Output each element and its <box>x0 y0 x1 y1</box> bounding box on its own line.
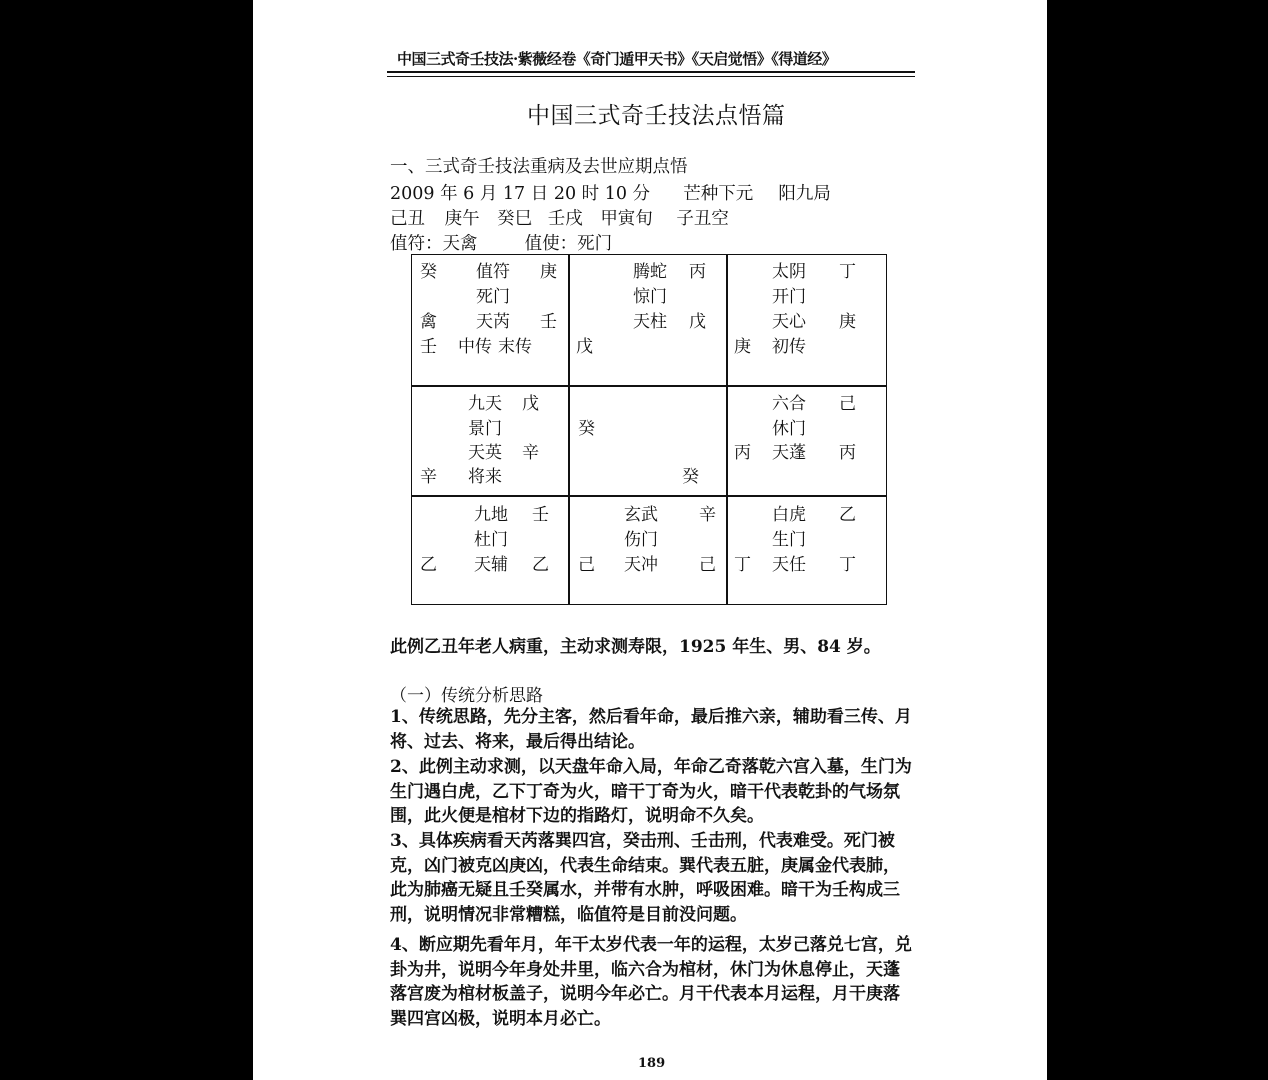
grid-cell-text: 将来 <box>468 467 502 487</box>
grid-cell-text: 天英 <box>468 443 502 463</box>
grid-cell-text: 白虎 <box>772 505 806 525</box>
grid-cell-text: 休门 <box>772 419 806 439</box>
grid-cell-text: 天蓬 <box>772 443 806 463</box>
header-rule <box>387 71 915 77</box>
grid-cell-text: 伤门 <box>624 530 658 550</box>
solar-term: 芒种下元 <box>683 184 754 204</box>
grid-cell-text: 腾蛇 <box>633 262 667 282</box>
pillar: 癸巳 <box>497 209 533 229</box>
grid-cell-text: 庚 <box>734 337 751 357</box>
section-heading: 一、三式奇壬技法重病及去世应期点悟 <box>390 157 688 177</box>
grid-divider <box>412 495 886 497</box>
grid-cell-text: 天辅 <box>474 555 508 575</box>
body-paragraph: 3、具体疾病看天芮落巽四宫，癸击刑、壬击刑，代表难受。死门被克，凶门被克凶庚凶，代表生命结束。巽代表五脏，庚属金代表肺，此为肺癌无疑且壬癸属水，并带有水肿，呼吸困难。暗干为壬构成三刑，说明情况非常糟糕，临值符是目前没问题。 <box>390 831 900 926</box>
grid-cell-text: 天心 <box>772 312 806 332</box>
grid-cell-text: 中传 <box>458 337 492 357</box>
grid-cell-text: 死门 <box>476 287 510 307</box>
grid-divider <box>412 385 886 387</box>
page-title: 中国三式奇壬技法点悟篇 <box>527 103 786 129</box>
grid-cell-text: 庚 <box>839 312 856 332</box>
grid-cell-text: 辛 <box>420 467 437 487</box>
grid-cell-text: 丙 <box>734 443 751 463</box>
zhifu-text: 值符：天禽 <box>390 234 478 254</box>
ju-label: 阳九局 <box>778 184 831 204</box>
grid-cell-text: 戊 <box>576 337 593 357</box>
grid-cell-text: 天冲 <box>624 555 658 575</box>
body-paragraph: 4、断应期先看年月，年干太岁代表一年的运程，太岁己落兑七宫，兑卦为井，说明今年身处井里，临六合为棺材，休门为休息停止，天蓬落宫废为棺材板盖子，说明今年必亡。月干代表本月运程，月干庚落巽四宫凶极，说明本月必亡。 <box>390 935 912 1030</box>
pillar: 庚午 <box>444 209 480 229</box>
grid-cell-text: 壬 <box>532 505 549 525</box>
body-paragraph: 1、传统思路，先分主客，然后看年命，最后推六亲，辅助看三传、月将、过去、将来，最后得出结论。 <box>390 707 912 752</box>
grid-divider <box>726 255 728 604</box>
grid-cell-text: 天柱 <box>633 312 667 332</box>
grid-cell-text: 癸 <box>578 419 595 439</box>
zhishi-text: 值使：死门 <box>524 234 613 254</box>
grid-cell-text: 戊 <box>522 394 539 414</box>
grid-cell-text: 初传 <box>772 337 806 357</box>
page-number: 189 <box>638 1056 666 1071</box>
pillar: 子丑空 <box>676 209 729 229</box>
grid-cell-text: 玄武 <box>624 505 658 525</box>
case-description: 此例乙丑年老人病重，主动求测寿限，1925 年生、男、84 岁。 <box>390 637 881 657</box>
running-header: 中国三式奇壬技法·紫薇经卷《奇门遁甲天书》《天启觉悟》《得道经》 <box>397 50 837 68</box>
grid-cell-text: 值符 <box>476 262 510 282</box>
info-line-pillars <box>390 205 729 230</box>
grid-cell-text: 辛 <box>699 505 716 525</box>
grid-cell-text: 末传 <box>498 337 532 357</box>
body-paragraph: 2、此例主动求测，以天盘年命入局，年命乙奇落乾六宫入墓，生门为生门遇白虎，乙下丁奇为火，暗干丁奇为火，暗干代表乾卦的气场氛围，此火便是棺材下边的指路灯，说明命不久矣。 <box>390 757 912 827</box>
document-page <box>253 0 1047 1080</box>
grid-cell-text: 景门 <box>468 419 502 439</box>
pillar: 壬戌 <box>547 209 583 229</box>
grid-divider <box>568 255 570 604</box>
grid-cell-text: 天芮 <box>476 312 510 332</box>
grid-cell-text: 乙 <box>839 505 856 525</box>
grid-cell-text: 天任 <box>772 555 806 575</box>
grid-cell-text: 九天 <box>468 394 502 414</box>
grid-cell-text: 癸 <box>682 467 699 487</box>
grid-cell-text: 丁 <box>734 555 751 575</box>
grid-cell-text: 癸 <box>420 262 437 282</box>
info-line-zhifu <box>390 230 612 255</box>
grid-cell-text: 生门 <box>772 530 806 550</box>
date-text: 2009 年 6 月 17 日 20 时 10 分 <box>390 184 651 204</box>
grid-cell-text: 乙 <box>532 555 549 575</box>
qimen-grid <box>411 254 887 605</box>
grid-cell-text: 庚 <box>540 262 557 282</box>
subsection-heading: （一）传统分析思路 <box>390 686 543 706</box>
grid-cell-text: 乙 <box>420 555 437 575</box>
grid-cell-text: 戊 <box>689 312 706 332</box>
grid-cell-text: 壬 <box>420 337 437 357</box>
grid-cell-text: 己 <box>699 555 716 575</box>
grid-cell-text: 丙 <box>839 443 856 463</box>
grid-cell-text: 禽 <box>420 312 437 332</box>
grid-cell-text: 丁 <box>839 262 856 282</box>
grid-cell-text: 杜门 <box>474 530 508 550</box>
pillar: 己丑 <box>390 209 425 229</box>
grid-cell-text: 丁 <box>839 555 856 575</box>
info-line-date <box>390 180 831 205</box>
grid-cell-text: 丙 <box>689 262 706 282</box>
grid-cell-text: 己 <box>578 555 595 575</box>
grid-cell-text: 壬 <box>540 312 557 332</box>
grid-cell-text: 太阴 <box>772 262 806 282</box>
grid-cell-text: 开门 <box>772 287 806 307</box>
grid-cell-text: 己 <box>839 394 856 414</box>
grid-cell-text: 辛 <box>522 443 539 463</box>
pillar: 甲寅旬 <box>600 209 653 229</box>
grid-cell-text: 六合 <box>772 394 806 414</box>
grid-cell-text: 九地 <box>474 505 508 525</box>
grid-cell-text: 惊门 <box>633 287 667 307</box>
